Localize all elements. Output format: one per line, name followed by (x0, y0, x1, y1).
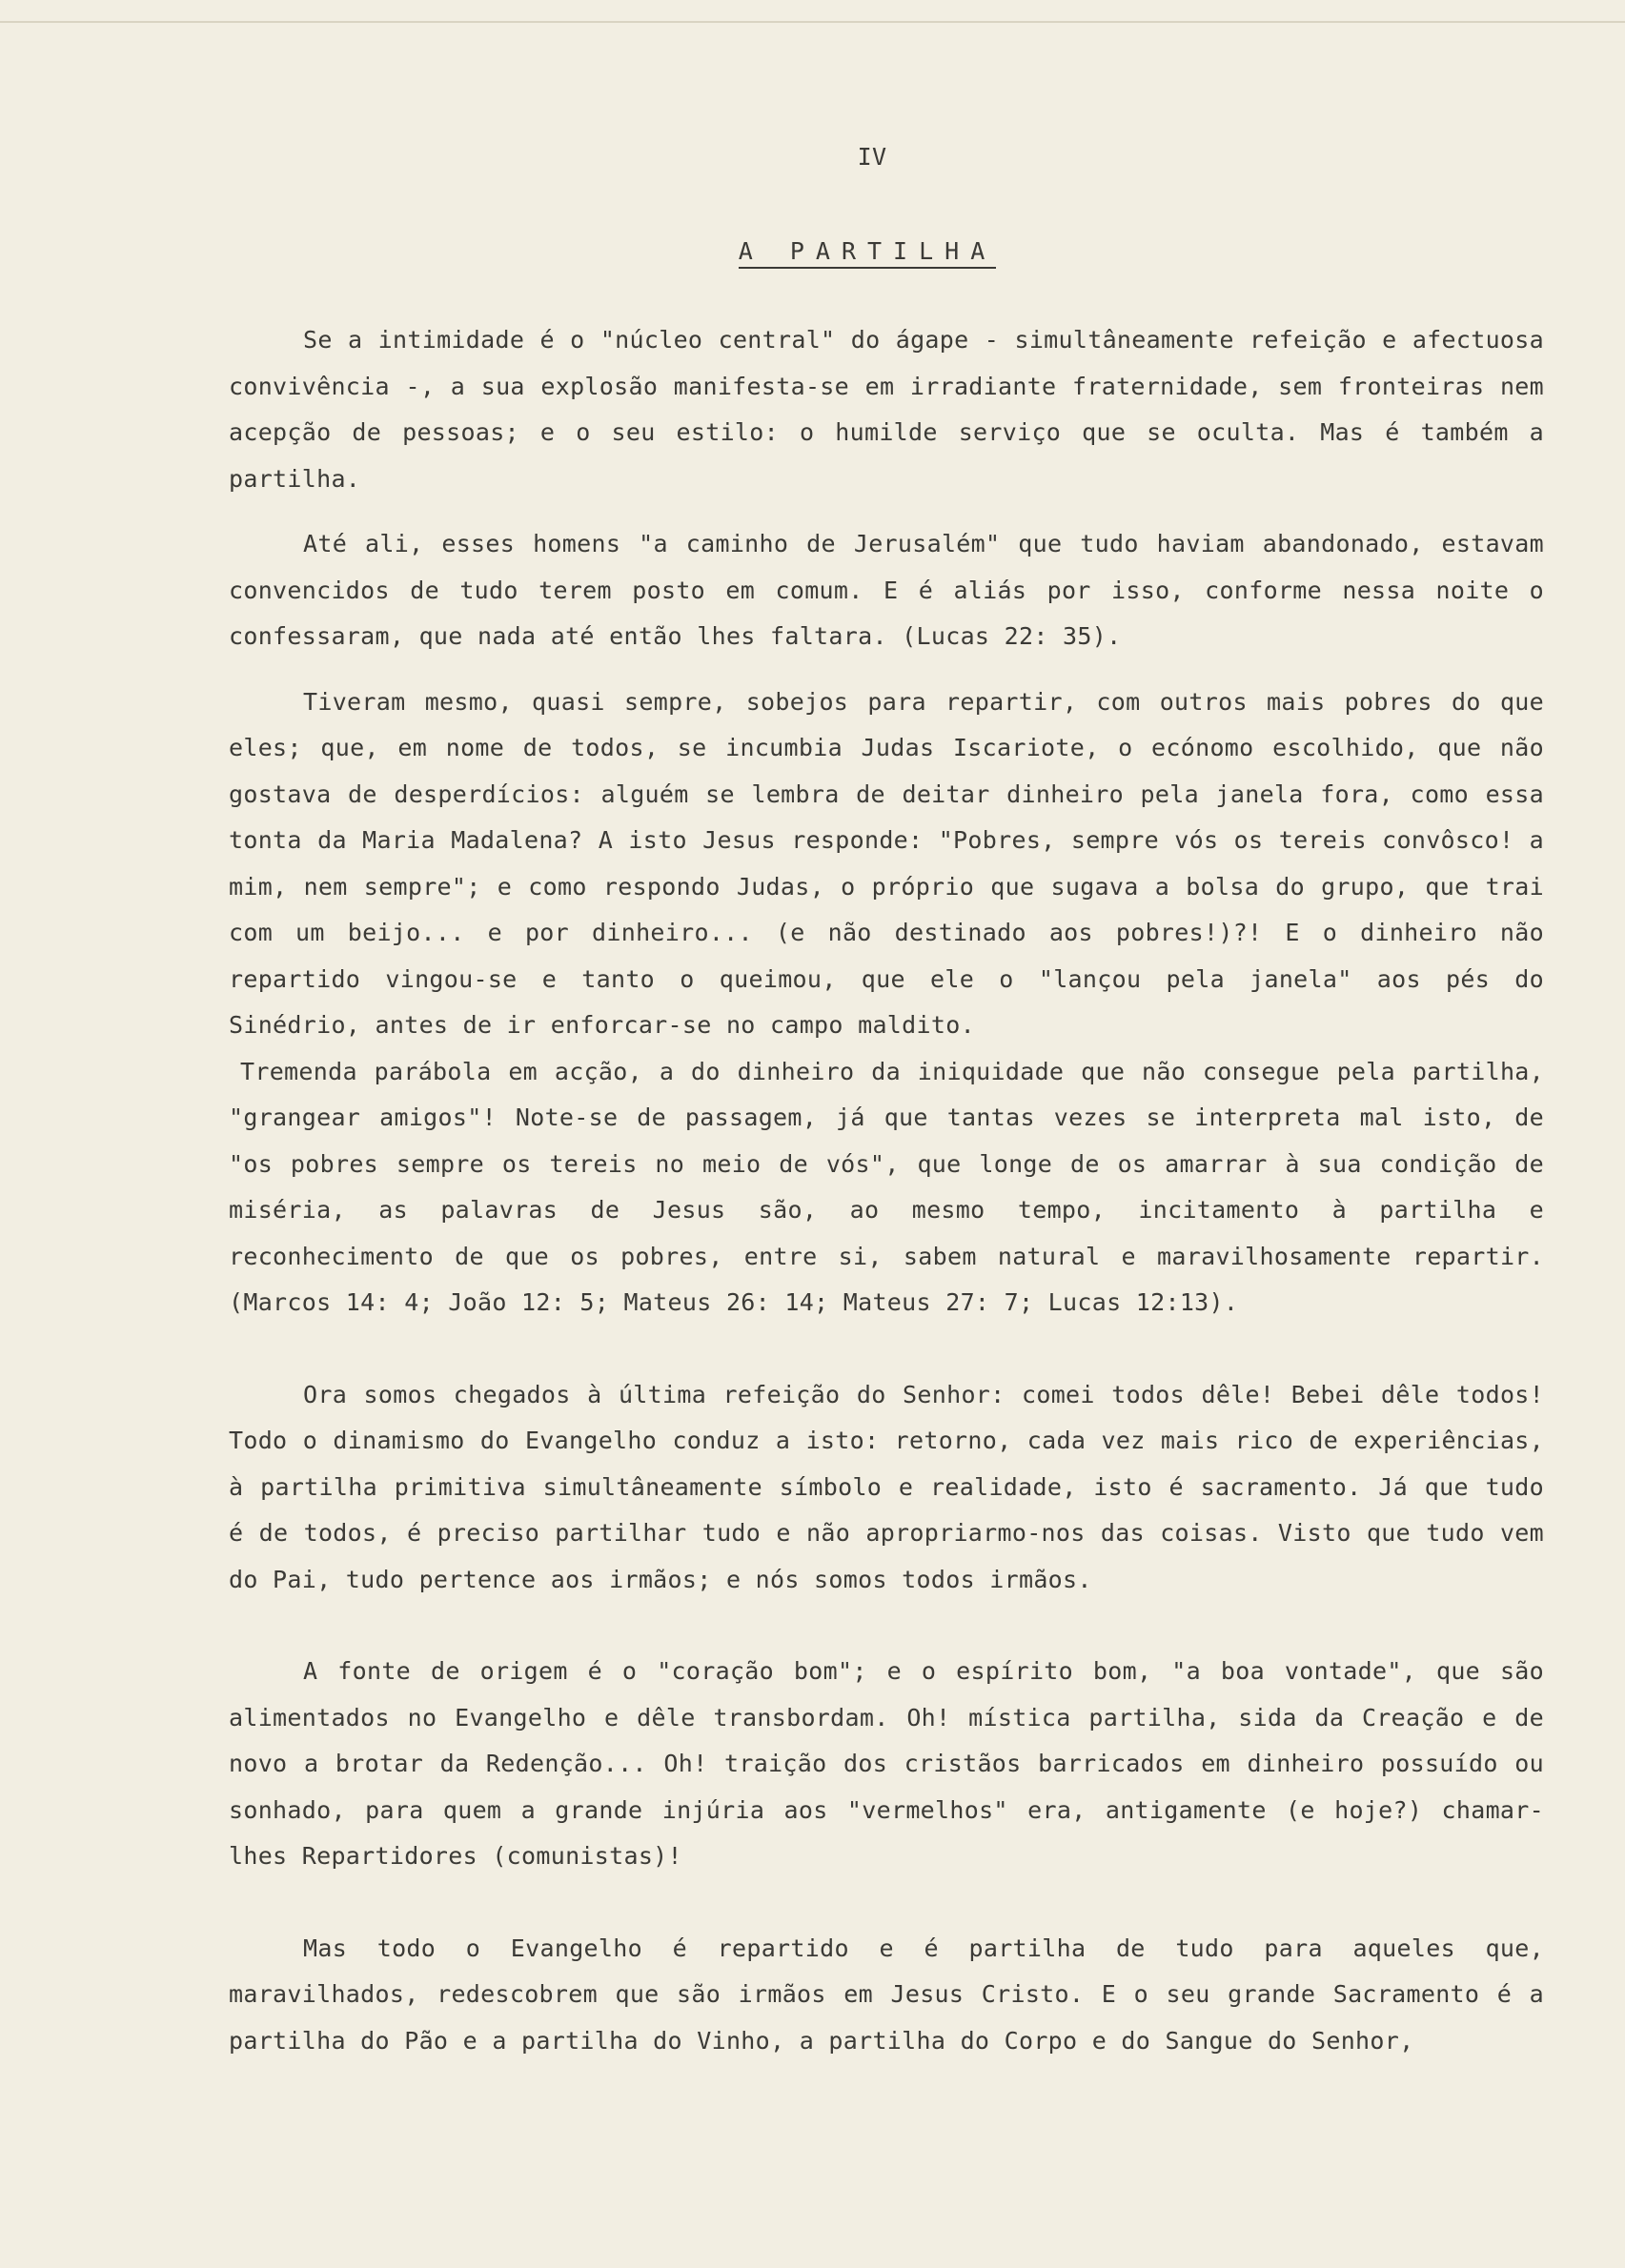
paragraph-2: Até ali, esses homens "a caminho de Jerusalém" que tudo haviam abandonado, estavam convencidos de tudo terem posto em comum. E é aliás por isso, conforme nessa noite o confessaram, que nada até então lhes faltara. (Lucas 22: 35). (229, 530, 1544, 650)
paragraph-1: Se a intimidade é o "núcleo central" do ágape - simultâneamente refeição e afectuosa convivência -, a sua explosão manifesta-se em irradiante fraternidade, sem fronteiras nem acepção de pessoas; e o seu estilo: o humilde serviço que se oculta. Mas é também a partilha. (229, 326, 1544, 493)
paragraph-4: Tremenda parábola em acção, a do dinheiro da iniquidade que não consegue pela partilha, "grangear amigos"! Note-se de passagem, já que tantas vezes se interpreta mal isto, de "os pobres sempre os tereis no meio de vós", que longe de os amarrar à sua condição de miséria, as palavras de Jesus são, ao mesmo tempo, incitamento à partilha e reconhecimento de que os pobres, entre si, sabem natural e maravilhosamente repartir. (Marcos 14: 4; João 12: 5; Mateus 26: 14; Mateus 27: 7; Lucas 12:13). (229, 1057, 1544, 1316)
paragraph-gap (229, 502, 1544, 521)
paragraph-gap (229, 1603, 1544, 1649)
chapter-title-text: A PARTILHA (739, 237, 997, 269)
paragraph-5: Ora somos chegados à última refeição do Senhor: comei todos dêle! Bebei dêle todos! Todo o dinamismo do Evangelho conduz a isto: retorno, cada vez mais rico de experiências, à partilha primitiva simultâneamente símbolo e realidade, isto é sacramento. Já que tudo é de todos, é preciso partilhar tudo e não apropriarmo-nos das coisas. Visto que tudo vem do Pai, tudo pertence aos irmãos; e nós somos todos irmãos. (229, 1380, 1544, 1593)
paragraph-gap (229, 1326, 1544, 1372)
paragraph-gap (229, 660, 1544, 679)
paper-edge (0, 21, 1625, 23)
typescript-body (229, 143, 1544, 2064)
chapter-title (229, 237, 1544, 265)
paragraph-7: Mas todo o Evangelho é repartido e é partilha de tudo para aqueles que, maravilhados, redescobrem que são irmãos em Jesus Cristo. E o seu grande Sacramento é a partilha do Pão e a partilha do Vinho, a partilha do Corpo e do Sangue do Senhor, (229, 1934, 1544, 2055)
paragraph-6: A fonte de origem é o "coração bom"; e o espírito bom, "a boa vontade", que são alimentados no Evangelho e dêle transbordam. Oh! mística partilha, sida da Creação e de novo a brotar da Redenção... Oh! traição dos cristãos barricados em dinheiro possuído ou sonhado, para quem a grande injúria aos "vermelhos" era, antigamente (e hoje?) chamar-lhes Repartidores (comunistas)! (229, 1657, 1544, 1870)
page-number: IV (857, 143, 887, 171)
paragraph-gap (229, 1880, 1544, 1926)
paragraph-3: Tiveram mesmo, quasi sempre, sobejos para repartir, com outros mais pobres do que eles; que, em nome de todos, se incumbia Judas Iscariote, o ecónomo escolhido, que não gostava de desperdícios: alguém se lembra de deitar dinheiro pela janela fora, como essa tonta da Maria Madalena? A isto Jesus responde: "Pobres, sempre vós os tereis convôsco! a mim, nem sempre"; e como respondo Judas, o próprio que sugava a bolsa do grupo, que trai com um beijo... e por dinheiro... (e não destinado aos pobres!)?! E o dinheiro não repartido vingou-se e tanto o queimou, que ele o "lançou pela janela" aos pés do Sinédrio, antes de ir enforcar-se no campo maldito. (229, 687, 1544, 1039)
